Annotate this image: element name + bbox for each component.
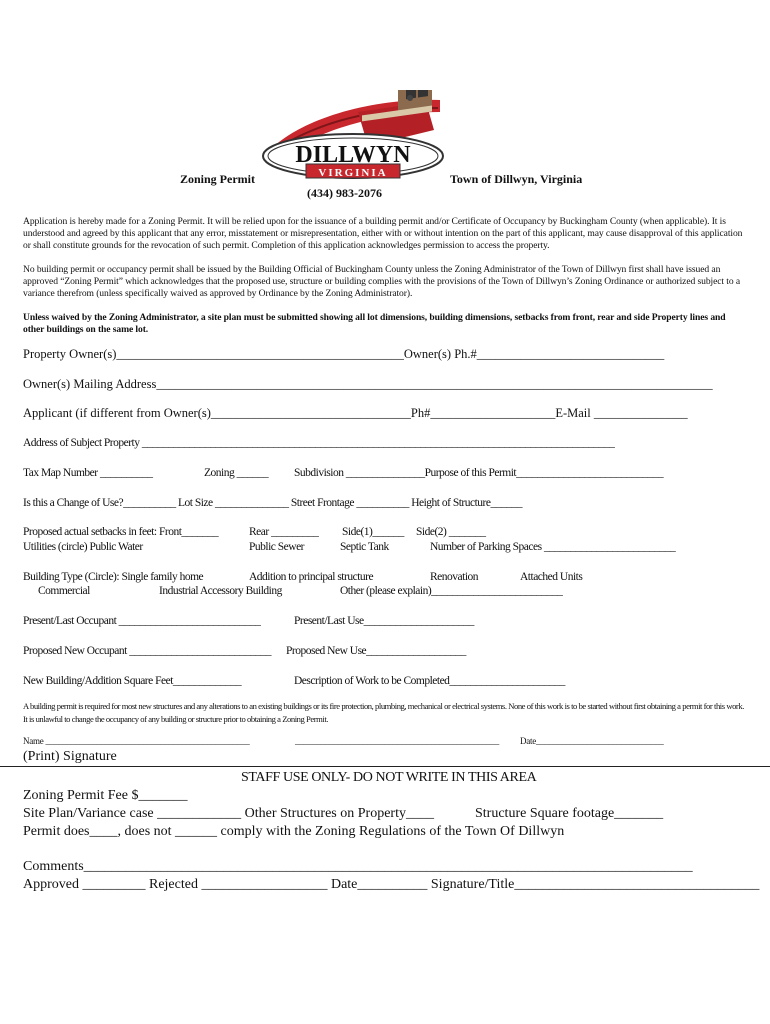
logo-state: VIRGINIA (318, 167, 388, 179)
permit-paragraph: No building permit or occupancy permit shall be issued by the Building Official of Buckingham County unless the Zoning Administrator of the Town of Dillwyn first shall have issued an approved “Zoning Permit” which acknowledges that the proposed use, structure or building complies with the provisions of the Town of Dillwyn’s Zoning Ordinance or authorized subject to a variance therefrom (unless specifically waived as approved by Ordinance by the Zoning Administrator). (23, 264, 740, 299)
subject-property-field[interactable]: Address of Subject Property __________________________________________________________________________________________ (23, 437, 615, 449)
town-name: Town of Dillwyn, Virginia (450, 172, 583, 186)
staff-header: STAFF USE ONLY- DO NOT WRITE IN THIS AREA (241, 770, 537, 785)
compliance-field[interactable]: Permit does____, does not ______ comply with the Zoning Regulations of the Town Of Dillwyn (23, 824, 565, 839)
building-type-other[interactable]: Other (please explain)_________________________ (340, 585, 563, 597)
comments-field[interactable]: Comments_______________________________________________________________________________________ (23, 859, 693, 874)
town-phone: (434) 983-2076 (307, 186, 382, 200)
signature-line[interactable]: ________________________________________________ (295, 736, 499, 746)
subdivision-purpose-field[interactable]: Subdivision _______________Purpose of this Permit____________________________ (294, 467, 664, 479)
print-signature-label: (Print) Signature (23, 749, 117, 764)
zoning-fee-field[interactable]: Zoning Permit Fee $_______ (23, 788, 188, 803)
utilities-public-sewer[interactable]: Public Sewer (249, 541, 305, 553)
property-owner-field[interactable]: Property Owner(s)______________________________________________Owner(s) Ph.#______________________________ (23, 347, 665, 361)
dillwyn-train-logo (258, 90, 448, 186)
logo-name: DILLWYN (295, 142, 411, 168)
building-type-industrial[interactable]: Industrial Accessory Building (159, 585, 282, 597)
date-line[interactable]: Date______________________________ (520, 736, 664, 746)
setback-rear-field[interactable]: Rear _________ (249, 526, 319, 538)
setback-side1-field[interactable]: Side(1)______ (342, 526, 404, 538)
site-plan-field[interactable]: Site Plan/Variance case ____________ Other Structures on Property____ (23, 806, 434, 821)
zoning-field[interactable]: Zoning ______ (204, 467, 269, 479)
parking-spaces-field[interactable]: Number of Parking Spaces _________________________ (430, 541, 676, 553)
intro-paragraph: Application is hereby made for a Zoning Permit. It will be relied upon for the issuance of a building permit and/or Certificate of Occupancy by Buckingham County (when applicable). It is understood and agreed by this applicant that any error, misstatement or misrepresentation, either with or without intention on the part of this applicant, may cause disapproval of this application or shall constitute grounds for the revocation of such permit. Completion of this application acknowledges permission to access the property. (23, 216, 743, 251)
square-feet-field[interactable]: New Building/Addition Square Feet_____________ (23, 675, 242, 687)
new-occupant-field[interactable]: Proposed New Occupant ___________________________ (23, 645, 271, 657)
tax-map-field[interactable]: Tax Map Number __________ (23, 467, 153, 479)
utilities-public-water[interactable]: Utilities (circle) Public Water (23, 541, 143, 553)
work-description-field[interactable]: Description of Work to be Completed______________________ (294, 675, 565, 687)
building-type-addition[interactable]: Addition to principal structure (249, 571, 374, 583)
building-type-attached[interactable]: Attached Units (520, 571, 583, 583)
utilities-septic-tank[interactable]: Septic Tank (340, 541, 389, 553)
print-name-line[interactable]: Name ________________________________________________ (23, 736, 250, 746)
form-title: Zoning Permit (180, 172, 255, 186)
structure-sqft-field[interactable]: Structure Square footage_______ (475, 806, 664, 821)
mailing-address-field[interactable]: Owner(s) Mailing Address_________________________________________________________________________________________ (23, 377, 713, 391)
approval-row[interactable]: Approved _________ Rejected __________________ Date__________ Signature/Title___________________________________ (23, 877, 760, 892)
setback-side2-field[interactable]: Side(2) _______ (416, 526, 486, 538)
building-type-single-family[interactable]: Building Type (Circle): Single family home (23, 571, 204, 583)
site-plan-paragraph: Unless waived by the Zoning Administrator, a site plan must be submitted showing all lot dimensions, building dimensions, setbacks from front, rear and side Property lines and other buildings on the same lot. (23, 312, 726, 335)
present-occupant-field[interactable]: Present/Last Occupant ___________________________ (23, 615, 261, 627)
change-of-use-row[interactable]: Is this a Change of Use?__________ Lot Size ______________ Street Frontage __________ Height of Structure______ (23, 497, 522, 509)
new-use-field[interactable]: Proposed New Use___________________ (286, 645, 466, 657)
staff-divider (0, 766, 770, 767)
present-use-field[interactable]: Present/Last Use_____________________ (294, 615, 474, 627)
building-type-renovation[interactable]: Renovation (430, 571, 479, 583)
permit-required-notice: A building permit is required for most new structures and any alterations to an existing buildings or its fire protection, plumbing, mechanical or electrical systems. None of this work is to be started without first obtaining a permit for this work. It is unlawful to change the occupancy of any building or structure prior to obtaining a Zoning Permit. (23, 701, 744, 724)
building-type-commercial[interactable]: Commercial (38, 585, 90, 597)
applicant-field[interactable]: Applicant (if different from Owner(s)________________________________Ph#____________________E-Mail _______________ (23, 406, 688, 420)
setback-front-field[interactable]: Proposed actual setbacks in feet: Front_______ (23, 526, 219, 538)
